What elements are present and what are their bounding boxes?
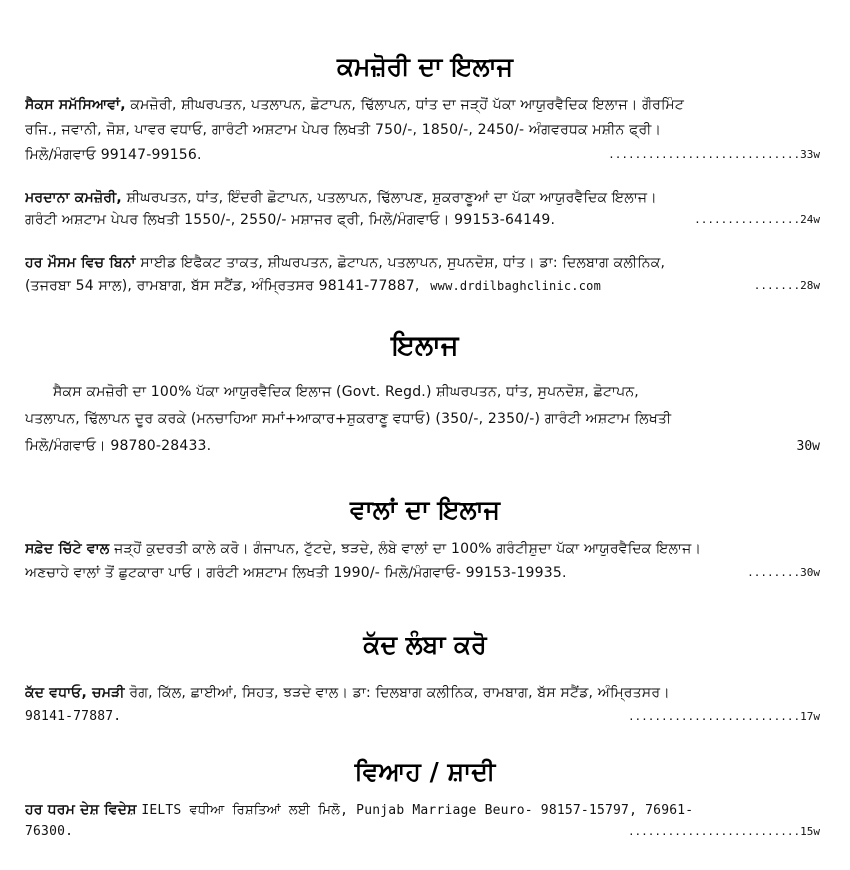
section-heading-treatment: ਇਲਾਜ — [391, 330, 459, 361]
ad-line-2: ਅਣਚਾਹੇ ਵਾਲਾਂ ਤੋਂ ਛੁਟਕਾਰਾ ਪਾਓ। ਗਰੰਟੀ ਅਸ਼ਟਾਮ ਲਿਖਤੀ 1990/- ਮਿਲੋ/ਮੰਗਵਾਓ- 99153-19935. — [25, 565, 567, 581]
ad-line-2: 76300. — [25, 824, 74, 839]
section-heading-weakness: ਕਮਜ਼ੋਰੀ ਦਾ ਇਲਾਜ — [336, 52, 514, 81]
section-heading-hair: ਵਾਲਾਂ ਦਾ ਇਲਾਜ — [350, 495, 500, 524]
ad-code: ..........................17w — [627, 710, 820, 723]
ad-lead: ਹਰ ਮੌਸਮ ਵਿਚ ਬਿਨਾਂ — [25, 255, 136, 271]
ad-text: ਜੜ੍ਹੋਂ ਕੁਦਰਤੀ ਕਾਲੇ ਕਰੋ। ਗੰਜਾਪਨ, ਟੁੱਟਦੇ, ਝੜਦੇ, ਲੰਬੇ ਵਾਲਾਂ ਦਾ 100% ਗਰੰਟੀਸ਼ੁਦਾ ਪੱਕਾ ਆਯੁਰਵੈਦਿਕ ਇਲਾਜ। — [114, 541, 702, 557]
ad-line-2: ਪਤਲਾਪਨ, ਢਿੱਲਾਪਨ ਦੂਰ ਕਰਕੇ (ਮਨਚਾਹਿਆ ਸਮਾਂ+ਆਕਾਰ+ਸ਼ੁਕਰਾਣੂ ਵਧਾਓ) (350/-, 2350/-) ਗਾਰੰਟੀ ਅਸ਼ਟਾਮ ਲਿਖਤੀ — [25, 411, 672, 427]
ad-code: .......28w — [753, 279, 820, 292]
ad-line-2: ਗਰੰਟੀ ਅਸ਼ਟਾਮ ਪੇਪਰ ਲਿਖਤੀ 1550/-, 2550/- ਮਸ਼ਾਜਰ ਫ੍ਰੀ, ਮਿਲੋ/ਮੰਗਵਾਓ। 99153-64149. — [25, 212, 556, 228]
ad-lead: ਸਫ਼ੇਦ ਚਿੱਟੇ ਵਾਲ — [25, 541, 110, 557]
ad-text: ਸ਼ੀਘਰਪਤਨ, ਧਾਂਤ, ਇੰਦਰੀ ਛੋਟਾਪਨ, ਪਤਲਾਪਨ, ਢਿੱਲਾਪਣ, ਸ਼ੁਕਰਾਣੂਆਂ ਦਾ ਪੱਕਾ ਆਯੁਰਵੈਦਿਕ ਇਲਾਜ। — [126, 190, 657, 206]
section-heading-marriage: ਵਿਆਹ / ਸ਼ਾਦੀ — [354, 757, 496, 786]
ad-code: ................24w — [694, 213, 820, 226]
ad-lead: ਹਰ ਧਰਮ ਦੇਸ਼ ਵਿਦੇਸ਼ — [25, 802, 137, 818]
ad-line-3: ਮਿਲੋ/ਮੰਗਵਾਓ 99147-99156. — [25, 147, 202, 163]
ad-line-1: ਸੈਕਸ ਕਮਜ਼ੋਰੀ ਦਾ 100% ਪੱਕਾ ਆਯੁਰਵੈਦਿਕ ਇਲਾਜ (Govt. Regd.) ਸ਼ੀਘਰਪਤਨ, ਧਾਂਤ, ਸੁਪਨਦੋਸ਼, ਛੋਟਾਪਨ, — [53, 384, 639, 400]
ad-code: .............................33w — [608, 148, 820, 161]
ad-code: ..........................15w — [627, 825, 820, 838]
ad-line-1 — [25, 800, 820, 821]
ad-line-3: ਮਿਲੋ/ਮੰਗਵਾਓ। 98780-28433. — [25, 438, 212, 454]
ad-line-1 — [25, 253, 820, 273]
ad-line-1 — [25, 683, 820, 703]
ad-website-link[interactable]: www.drdilbaghclinic.com — [430, 279, 602, 293]
ad-line-2: 98141-77887. — [25, 709, 122, 724]
section-heading-height: ਕੱਦ ਲੰਬਾ ਕਰੋ — [363, 630, 487, 659]
ad-lead: ਸੈਕਸ ਸਮੱਸਿਆਵਾਂ, — [25, 97, 126, 113]
ad-lead: ਮਰਦਾਨਾ ਕਮਜ਼ੋਰੀ, — [25, 190, 122, 206]
ad-text: ਸਾਈਡ ਇਫੈਕਟ ਤਾਕਤ, ਸ਼ੀਘਰਪਤਨ, ਛੋਟਾਪਨ, ਪਤਲਾਪਨ, ਸੁਪਨਦੋਸ਼, ਧਾਂਤ। ਡਾ: ਦਿਲਬਾਗ ਕਲੀਨਿਕ, — [140, 255, 666, 271]
ad-code: 30w — [796, 439, 820, 454]
ad-text: ਕਮਜ਼ੋਰੀ, ਸ਼ੀਘਰਪਤਨ, ਪਤਲਾਪਨ, ਛੋਟਾਪਨ, ਢਿੱਲਾਪਨ, ਧਾਂਤ ਦਾ ਜੜ੍ਹੋਂ ਪੱਕਾ ਆਯੁਰਵੈਦਿਕ ਇਲਾਜ। ਗੌਰਮਿੰਟ — [130, 97, 685, 113]
ad-lead: ਕੱਦ ਵਧਾਓ, ਚਮੜੀ — [25, 685, 125, 701]
ad-line-1 — [25, 188, 820, 208]
ad-line-1 — [25, 95, 820, 115]
ad-line-1 — [25, 539, 820, 559]
ad-text: IELTS ਵਧੀਆ ਰਿਸ਼ਤਿਆਂ ਲਈ ਮਿਲੋ, Punjab Marriage Beuro- 98157-15797, 76961- — [141, 803, 694, 818]
ad-code: ........30w — [747, 566, 820, 579]
ad-line-2 — [25, 276, 820, 296]
ad-text: ਰੋਗ, ਕਿੱਲ, ਛਾਈਆਂ, ਸਿਹਤ, ਝੜਦੇ ਵਾਲ। ਡਾ: ਦਿਲਬਾਗ ਕਲੀਨਿਕ, ਰਾਮਬਾਗ, ਬੱਸ ਸਟੈਂਡ, ਅੰਮ੍ਰਿਤਸਰ। — [129, 685, 670, 701]
ad-line-2: ਰਜਿ., ਜਵਾਨੀ, ਜੋਸ਼, ਪਾਵਰ ਵਧਾਓ, ਗਾਰੰਟੀ ਅਸ਼ਟਾਮ ਪੇਪਰ ਲਿਖਤੀ 750/-, 1850/-, 2450/- ਅੰਗਵਰਧਕ ਮਸ਼ੀਨ ਫ੍ਰੀ। — [25, 122, 662, 138]
ad-contact: (ਤਜਰਬਾ 54 ਸਾਲ), ਰਾਮਬਾਗ, ਬੱਸ ਸਟੈਂਡ, ਅੰਮ੍ਰਿਤਸਰ 98141-77887, — [25, 278, 420, 294]
